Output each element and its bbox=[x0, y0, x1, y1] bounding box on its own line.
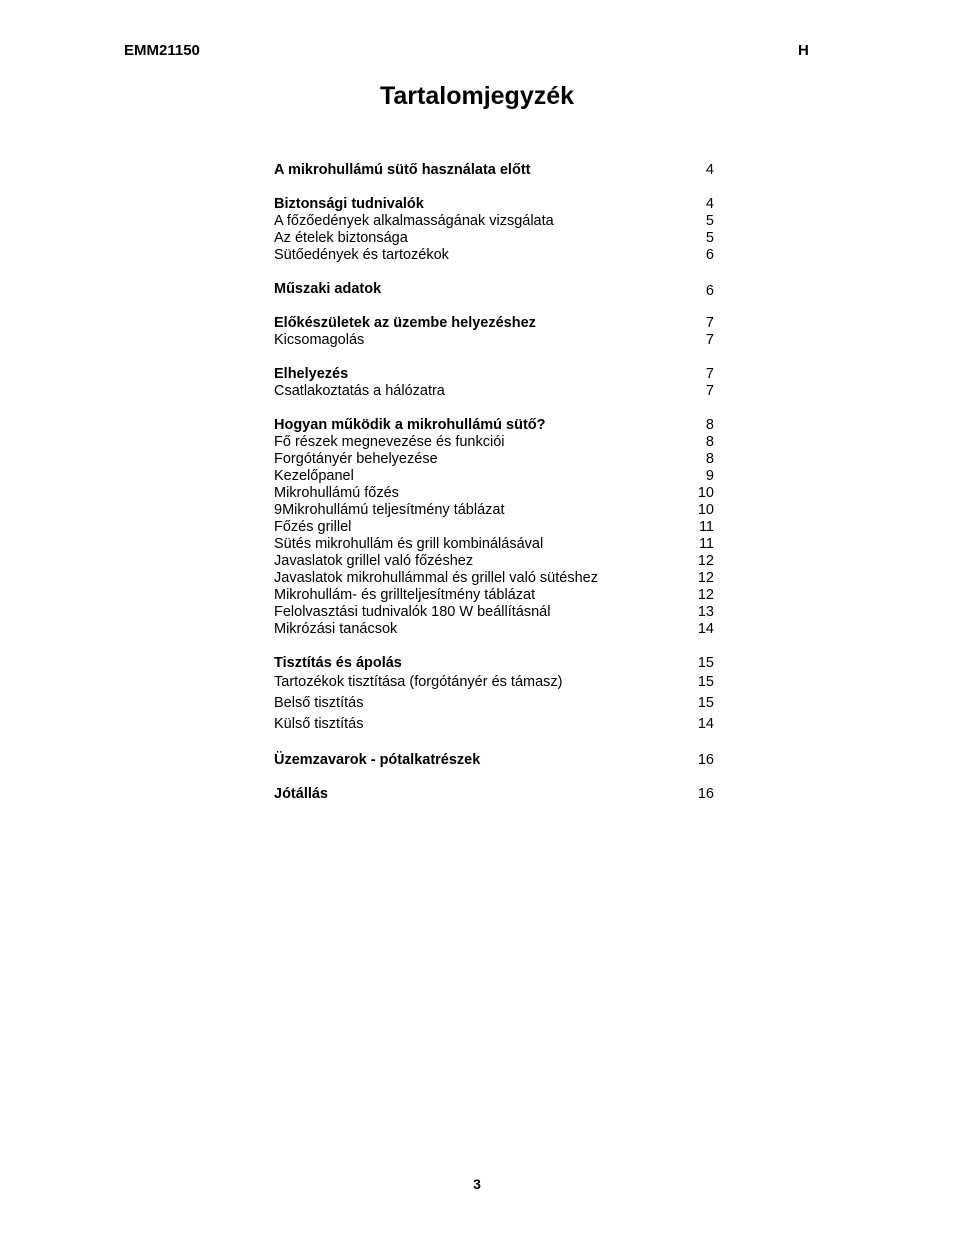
toc-section bbox=[274, 655, 714, 672]
toc-page: 4 bbox=[705, 196, 714, 212]
toc-page: 15 bbox=[697, 695, 714, 711]
toc-entry bbox=[274, 383, 714, 400]
toc-label: Jótállás bbox=[274, 786, 328, 802]
toc-label: Mikrohullámú főzés bbox=[274, 485, 399, 501]
toc-page: 7 bbox=[705, 383, 714, 399]
toc-page: 11 bbox=[698, 519, 714, 535]
toc-page: 7 bbox=[705, 315, 714, 331]
page-title: Tartalomjegyzék bbox=[379, 82, 575, 110]
toc-entry bbox=[274, 451, 714, 468]
toc-page: 6 bbox=[705, 247, 714, 263]
toc-label: Kezelőpanel bbox=[274, 468, 354, 484]
model-number: EMM21150 bbox=[124, 42, 200, 59]
page-number: 3 bbox=[473, 1176, 481, 1192]
toc-section bbox=[274, 315, 714, 332]
toc-page: 5 bbox=[705, 213, 714, 229]
toc-label: Elhelyezés bbox=[274, 366, 349, 382]
toc-page: 12 bbox=[697, 553, 714, 569]
toc-page: 14 bbox=[697, 716, 714, 732]
toc-label: Sütőedények és tartozékok bbox=[274, 247, 449, 263]
toc-entry bbox=[274, 230, 714, 247]
toc-label: Felolvasztási tudnivalók 180 W beállításnál bbox=[274, 604, 551, 620]
toc-section bbox=[274, 196, 714, 213]
toc-entry bbox=[274, 621, 714, 638]
toc-entry bbox=[274, 468, 714, 485]
toc-section bbox=[274, 162, 714, 179]
toc-label: Tisztítás és ápolás bbox=[274, 655, 402, 671]
toc-page: 8 bbox=[705, 434, 714, 450]
toc-page: 4 bbox=[705, 162, 714, 178]
toc-page: 7 bbox=[705, 332, 714, 348]
toc-label: Hogyan működik a mikrohullámú sütő? bbox=[274, 417, 546, 433]
toc-entry bbox=[274, 485, 714, 502]
toc-page: 15 bbox=[697, 655, 714, 671]
toc-label: Biztonsági tudnivalók bbox=[274, 196, 424, 212]
toc-label: Belső tisztítás bbox=[274, 695, 364, 711]
toc-label: Előkészületek az üzembe helyezéshez bbox=[274, 315, 536, 331]
toc-section bbox=[274, 786, 714, 803]
toc-label: Mikrohullám- és grillteljesítmény táblázat bbox=[274, 587, 536, 603]
toc-entry bbox=[274, 434, 714, 451]
toc-label: Javaslatok grillel való főzéshez bbox=[274, 553, 474, 569]
toc-page: 12 bbox=[697, 570, 714, 586]
toc-entry bbox=[274, 693, 714, 714]
toc-page: 13 bbox=[697, 604, 714, 620]
toc-label: Üzemzavarok - pótalkatrészek bbox=[274, 752, 481, 768]
toc-page: 8 bbox=[705, 417, 714, 433]
toc-page: 6 bbox=[705, 283, 714, 299]
toc-page: 5 bbox=[705, 230, 714, 246]
toc-label: Külső tisztítás bbox=[274, 716, 364, 732]
toc-section bbox=[274, 366, 714, 383]
toc-entry bbox=[274, 213, 714, 230]
toc-entry bbox=[274, 672, 714, 693]
toc-page: 10 bbox=[697, 502, 714, 518]
toc-entry bbox=[274, 604, 714, 621]
toc-label: Csatlakoztatás a hálózatra bbox=[274, 383, 445, 399]
toc-entry bbox=[274, 502, 714, 519]
toc-page: 14 bbox=[697, 621, 714, 637]
toc-entry bbox=[274, 587, 714, 604]
toc-entry bbox=[274, 553, 714, 570]
toc-page: 12 bbox=[697, 587, 714, 603]
toc-entry bbox=[274, 519, 714, 536]
toc-page: 16 bbox=[697, 786, 714, 802]
toc-label: Tartozékok tisztítása (forgótányér és támasz) bbox=[274, 674, 563, 690]
toc-page: 15 bbox=[697, 674, 714, 690]
toc-page: 8 bbox=[705, 451, 714, 467]
toc-label: Sütés mikrohullám és grill kombinálásával bbox=[274, 536, 544, 552]
toc-label: 9Mikrohullámú teljesítmény táblázat bbox=[274, 502, 505, 518]
toc-entry bbox=[274, 536, 714, 553]
toc-label: Műszaki adatok bbox=[274, 281, 382, 297]
toc-label: A mikrohullámú sütő használata előtt bbox=[274, 162, 531, 178]
toc-label: Kicsomagolás bbox=[274, 332, 365, 348]
toc-page: 11 bbox=[698, 536, 714, 552]
toc-label: Mikrózási tanácsok bbox=[274, 621, 398, 637]
toc-label: Forgótányér behelyezése bbox=[274, 451, 438, 467]
toc-page: 7 bbox=[705, 366, 714, 382]
toc-page: 9 bbox=[705, 468, 714, 484]
toc-section bbox=[274, 417, 714, 434]
language-code: H bbox=[798, 42, 809, 59]
toc-page: 10 bbox=[697, 485, 714, 501]
toc-entry bbox=[274, 714, 714, 735]
toc-label: Az ételek biztonsága bbox=[274, 230, 408, 246]
toc-entry bbox=[274, 247, 714, 264]
toc-section bbox=[274, 281, 714, 298]
toc-page: 16 bbox=[697, 752, 714, 768]
toc-label: Javaslatok mikrohullámmal és grillel való sütéshez bbox=[274, 570, 598, 586]
toc-label: Fő részek megnevezése és funkciói bbox=[274, 434, 505, 450]
toc-label: Főzés grillel bbox=[274, 519, 352, 535]
toc-label: A főzőedények alkalmasságának vizsgálata bbox=[274, 213, 554, 229]
toc-entry bbox=[274, 570, 714, 587]
toc-entry bbox=[274, 332, 714, 349]
table-of-contents bbox=[274, 162, 714, 803]
toc-section bbox=[274, 752, 714, 769]
